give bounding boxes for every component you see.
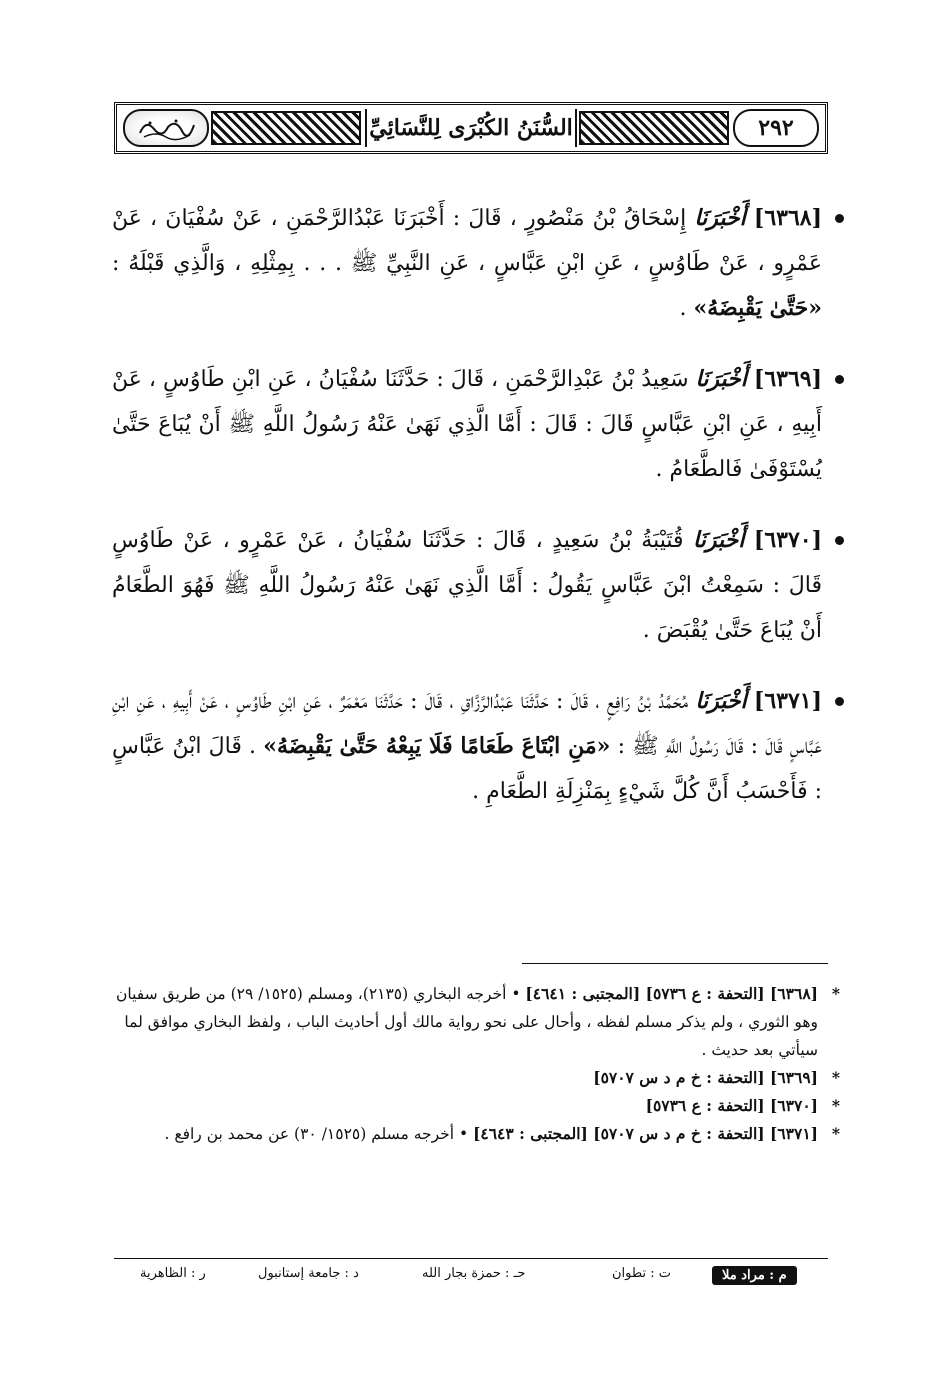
asterisk-icon: *: [831, 984, 840, 1003]
asterisk-icon: *: [831, 1096, 840, 1115]
hadith-bold-text: «حَتَّىٰ يَقْبِضَهُ»: [693, 295, 822, 321]
asterisk-icon: *: [831, 1068, 840, 1087]
main-text: [112, 196, 840, 840]
hadith-text: مُحَمَّدُ بْنُ رَافِعٍ ، قَالَ : حَدَّثَنَا عَبْدُالرَّزَّاقِ ، قَالَ : حَدَّثَنَا مَعْمَرٌ ، عَنِ ابْنِ طَاوُسٍ ، عَنْ أَبِيهِ ، عَنِ ابْنِ عَبَّاسٍ قَالَ : قَالَ رَسُولُ اللَّهِ ﷺ :: [112, 689, 823, 759]
bullet-icon: [835, 375, 844, 384]
hadith-akhbarana: أَخْبَرَنَا: [693, 527, 745, 553]
hadith-bold-text: «مَنِ ابْتَاعَ طَعَامًا فَلَا يَبِعْهُ حَتَّىٰ يَقْبِضَهُ»: [263, 733, 611, 759]
footnotes: [112, 980, 840, 1148]
footnote-ref: [٦٣٦٨] [التحفة : ع ٥٧٣٦] [المجتبى : ٤٦٤١]: [525, 984, 818, 1003]
footnote-6368: [112, 980, 840, 1064]
page-header: [114, 102, 828, 154]
hadith-akhbarana: أَخْبَرَنَا: [695, 688, 747, 714]
page-number: ٢٩٢: [733, 109, 819, 147]
footnote-6369: [112, 1064, 840, 1092]
legend-manuscript-m: م : مراد ملا: [712, 1266, 797, 1285]
hadith-number: [٦٣٦٩]: [753, 366, 822, 392]
footnote-ref: [٦٣٦٩] [التحفة : خ م د س ٥٧٠٧]: [593, 1068, 818, 1087]
hadith-number: [٦٣٧١]: [753, 688, 823, 714]
legend-manuscript-d: د : جامعة إستانبول: [258, 1266, 359, 1281]
hadith-6370: [112, 518, 840, 653]
legend-manuscript-r: ر : الظاهرية: [140, 1266, 206, 1281]
footnote-divider: [522, 963, 828, 964]
hadith-text: سَعِيدُ بْنُ عَبْدِالرَّحْمَنِ ، قَالَ : حَدَّثَنَا سُفْيَانُ ، عَنِ ابْنِ طَاوُسٍ ، عَنْ أَبِيهِ ، عَنِ ابْنِ عَبَّاسٍ قَالَ : قَالَ : أَمَّا الَّذِي نَهَىٰ عَنْهُ رَسُولُ اللَّهِ ﷺ أَنْ يُبَاعَ حَتَّىٰ يُسْتَوْفَىٰ فَالطَّعَامُ .: [112, 367, 822, 482]
hadith-number: [٦٣٧٠]: [753, 527, 822, 553]
hadith-akhbarana: أَخْبَرَنَا: [695, 366, 747, 392]
hadith-end-text: . قَالَ ابْنُ عَبَّاسٍ : فَأَحْسَبُ أَنَّ كُلَّ شَيْءٍ بِمَنْزِلَةِ الطَّعَامِ .: [112, 734, 822, 804]
footnote-text: • أخرجه البخاري (٢١٣٥)، ومسلم (١٥٢٥/ ٢٩) من طريق سفيان وهو الثوري ، ولم يذكر مسلم لفظه ، وأحال على نحو رواية مالك أول أحاديث الباب ، ولفظ البخاري موافق لما سيأتي بعد حديث .: [116, 985, 818, 1059]
hadith-akhbarana: أَخْبَرَنَا: [694, 205, 746, 231]
hadith-text: إِسْحَاقُ بْنُ مَنْصُورٍ ، قَالَ : أَخْبَرَنَا عَبْدُالرَّحْمَنِ ، عَنْ سُفْيَانَ ، عَنْ عَمْرٍو ، عَنْ طَاوُسٍ ، عَنِ ابْنِ عَبَّاسٍ ، عَنِ النَّبِيِّ ﷺ . . . بِمِثْلِهِ ، وَالَّذِي قَبْلَهُ :: [112, 206, 822, 276]
hadith-end-text: .: [679, 296, 694, 321]
footnote-ref: [٦٣٧١] [التحفة : خ م د س ٥٧٠٧] [المجتبى : ٤٦٤٣]: [473, 1124, 818, 1143]
hadith-6368: [112, 196, 840, 331]
running-title: السُّنَنُ الكُبْرَى لِلنَّسَائِيِّ: [365, 109, 577, 147]
hadith-number: [٦٣٦٨]: [753, 205, 822, 231]
legend-manuscript-h: حـ : حمزة بجار الله: [422, 1266, 526, 1281]
footnote-6370: [112, 1092, 840, 1120]
header-ornament-left: [211, 111, 361, 145]
bullet-icon: [835, 697, 844, 706]
bullet-icon: [835, 536, 844, 545]
calligraphy-logo-icon: [123, 109, 209, 147]
header-ornament-right: [579, 111, 729, 145]
hadith-6371: [112, 679, 840, 814]
logo-calligraphy-icon: [136, 115, 196, 141]
bullet-icon: [835, 214, 844, 223]
hadith-6369: [112, 357, 840, 492]
hadith-text: قُتَيْبَةُ بْنُ سَعِيدٍ ، قَالَ : حَدَّثَنَا سُفْيَانُ ، عَنْ عَمْرٍو ، عَنْ طَاوُسٍ قَالَ : سَمِعْتُ ابْنَ عَبَّاسٍ يَقُولُ : أَمَّا الَّذِي نَهَىٰ عَنْهُ رَسُولُ اللَّهِ ﷺ فَهُوَ الطَّعَامُ أَنْ يُبَاعَ حَتَّىٰ يُقْبَضَ .: [112, 528, 822, 643]
footnote-ref: [٦٣٧٠] [التحفة : ع ٥٧٣٦]: [645, 1096, 818, 1115]
footnote-6371: [112, 1120, 840, 1148]
footnote-text: • أخرجه مسلم (١٥٢٥/ ٣٠) عن محمد بن رافع .: [164, 1125, 469, 1143]
asterisk-icon: *: [831, 1124, 840, 1143]
legend-manuscript-t: ت : تطوان: [612, 1266, 672, 1281]
legend-divider: [114, 1258, 828, 1259]
